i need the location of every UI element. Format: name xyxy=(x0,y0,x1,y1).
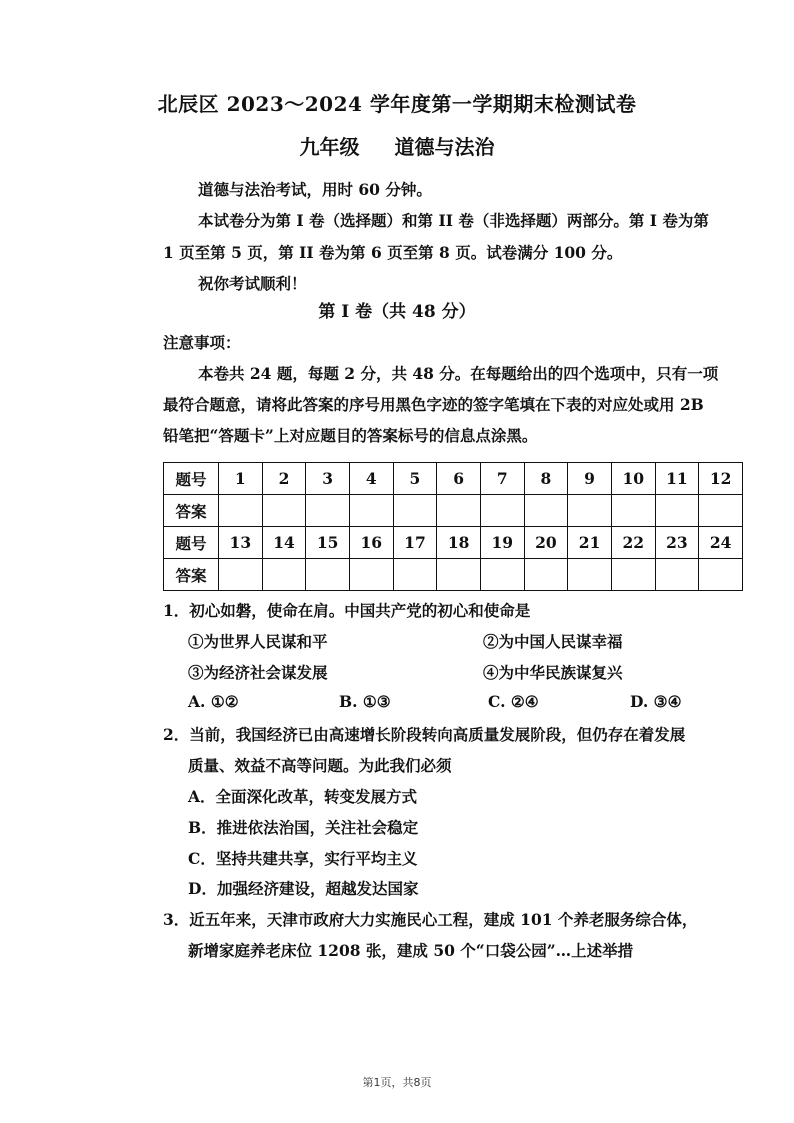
answer-cell[interactable] xyxy=(393,559,437,591)
answer-cell[interactable] xyxy=(437,559,481,591)
question-2-stem-line-1: 2．当前，我国经济已由高速增长阶段转向高质量发展阶段，但仍存在着发展 xyxy=(163,725,686,744)
page-footer: 第1页，共8页 xyxy=(362,1076,432,1089)
question-1-item-4: ④为中华民族谋复兴 xyxy=(483,663,623,682)
answer-cell[interactable] xyxy=(306,495,350,527)
notice-line-3: 铅笔把“答题卡”上对应题目的答案标号的信息点涂黑。 xyxy=(163,426,538,445)
answer-cell[interactable] xyxy=(699,559,743,591)
table-header-number: 题号 xyxy=(164,463,219,495)
table-header-number: 题号 xyxy=(164,527,219,559)
question-2-option-a[interactable]: A．全面深化改革，转变发展方式 xyxy=(188,787,418,806)
question-number-cell: 20 xyxy=(524,527,568,559)
answer-cell[interactable] xyxy=(611,559,655,591)
question-number-cell: 19 xyxy=(480,527,524,559)
question-number-cell: 24 xyxy=(699,527,743,559)
question-number-cell: 22 xyxy=(611,527,655,559)
notice-label: 注意事项： xyxy=(163,333,241,352)
exam-subtitle xyxy=(0,131,794,160)
table-row-answers-2 xyxy=(164,559,743,591)
question-number-cell: 23 xyxy=(655,527,699,559)
answer-cell[interactable] xyxy=(524,559,568,591)
question-number-cell: 10 xyxy=(611,463,655,495)
answer-cell[interactable] xyxy=(349,559,393,591)
question-number-cell: 12 xyxy=(699,463,743,495)
answer-cell[interactable] xyxy=(262,495,306,527)
question-number-cell: 18 xyxy=(437,527,481,559)
table-header-answer: 答案 xyxy=(164,559,219,591)
question-3-stem-line-2: 新增家庭养老床位 1208 张，建成 50 个“口袋公园”…上述举措 xyxy=(188,941,634,960)
intro-line-4: 祝你考试顺利！ xyxy=(198,274,307,293)
question-1-item-1: ①为世界人民谋和平 xyxy=(188,632,328,651)
subject-label: 道德与法治 xyxy=(394,135,495,159)
answer-cell[interactable] xyxy=(524,495,568,527)
answer-cell[interactable] xyxy=(480,495,524,527)
answer-cell[interactable] xyxy=(655,559,699,591)
question-number-cell: 21 xyxy=(568,527,612,559)
question-number-cell: 3 xyxy=(306,463,350,495)
exam-title: 北辰区 2023～2024 学年度第一学期期末检测试卷 xyxy=(157,92,637,116)
question-1-item-2: ②为中国人民谋幸福 xyxy=(483,632,623,651)
intro-line-2: 本试卷分为第 I 卷（选择题）和第 II 卷（非选择题）两部分。第 I 卷为第 xyxy=(198,211,709,230)
question-number-cell: 14 xyxy=(262,527,306,559)
answer-cell[interactable] xyxy=(349,495,393,527)
question-2-option-d[interactable]: D．加强经济建设，超越发达国家 xyxy=(188,879,419,898)
notice-line-1: 本卷共 24 题，每题 2 分，共 48 分。在每题给出的四个选项中，只有一项 xyxy=(198,364,719,383)
question-number-cell: 15 xyxy=(306,527,350,559)
question-1-option-a[interactable]: A. ①② xyxy=(188,692,239,711)
answer-cell[interactable] xyxy=(262,559,306,591)
answer-cell[interactable] xyxy=(306,559,350,591)
notice-line-2: 最符合题意，请将此答案的序号用黑色字迹的签字笔填在下表的对应处或用 2B xyxy=(163,395,704,414)
section-title: 第 I 卷（共 48 分） xyxy=(318,302,476,322)
table-row-numbers-2 xyxy=(164,527,743,559)
answer-cell[interactable] xyxy=(480,559,524,591)
intro-line-3: 1 页至第 5 页，第 II 卷为第 6 页至第 8 页。试卷满分 100 分。 xyxy=(163,243,623,262)
question-number-cell: 17 xyxy=(393,527,437,559)
question-number-cell: 1 xyxy=(219,463,263,495)
grade-label: 九年级 xyxy=(299,135,360,159)
answer-cell[interactable] xyxy=(611,495,655,527)
question-number-cell: 11 xyxy=(655,463,699,495)
question-2-option-c[interactable]: C．坚持共建共享，实行平均主义 xyxy=(188,849,418,868)
answer-cell[interactable] xyxy=(219,559,263,591)
answer-cell[interactable] xyxy=(437,495,481,527)
question-number-cell: 13 xyxy=(219,527,263,559)
answer-table xyxy=(163,462,743,591)
answer-cell[interactable] xyxy=(393,495,437,527)
question-number-cell: 8 xyxy=(524,463,568,495)
intro-line-1: 道德与法治考试，用时 60 分钟。 xyxy=(198,180,432,199)
question-number-cell: 7 xyxy=(480,463,524,495)
table-row-answers-1 xyxy=(164,495,743,527)
table-row-numbers-1 xyxy=(164,463,743,495)
question-1-option-c[interactable]: C. ②④ xyxy=(488,692,539,711)
answer-cell[interactable] xyxy=(219,495,263,527)
question-number-cell: 2 xyxy=(262,463,306,495)
answer-cell[interactable] xyxy=(699,495,743,527)
question-1-option-b[interactable]: B. ①③ xyxy=(339,692,391,711)
answer-cell[interactable] xyxy=(568,559,612,591)
question-number-cell: 4 xyxy=(349,463,393,495)
question-number-cell: 5 xyxy=(393,463,437,495)
question-3-stem-line-1: 3．近五年来，天津市政府大力实施民心工程，建成 101 个养老服务综合体， xyxy=(163,910,698,929)
question-2-stem-line-2: 质量、效益不高等问题。为此我们必须 xyxy=(188,756,452,775)
answer-cell[interactable] xyxy=(655,495,699,527)
question-1-option-d[interactable]: D. ③④ xyxy=(630,692,682,711)
question-2-option-b[interactable]: B．推进依法治国，关注社会稳定 xyxy=(188,818,419,837)
question-number-cell: 6 xyxy=(437,463,481,495)
table-header-answer: 答案 xyxy=(164,495,219,527)
question-number-cell: 16 xyxy=(349,527,393,559)
answer-cell[interactable] xyxy=(568,495,612,527)
question-number-cell: 9 xyxy=(568,463,612,495)
question-1-stem: 1．初心如磐，使命在肩。中国共产党的初心和使命是 xyxy=(163,601,531,620)
question-1-item-3: ③为经济社会谋发展 xyxy=(188,663,328,682)
